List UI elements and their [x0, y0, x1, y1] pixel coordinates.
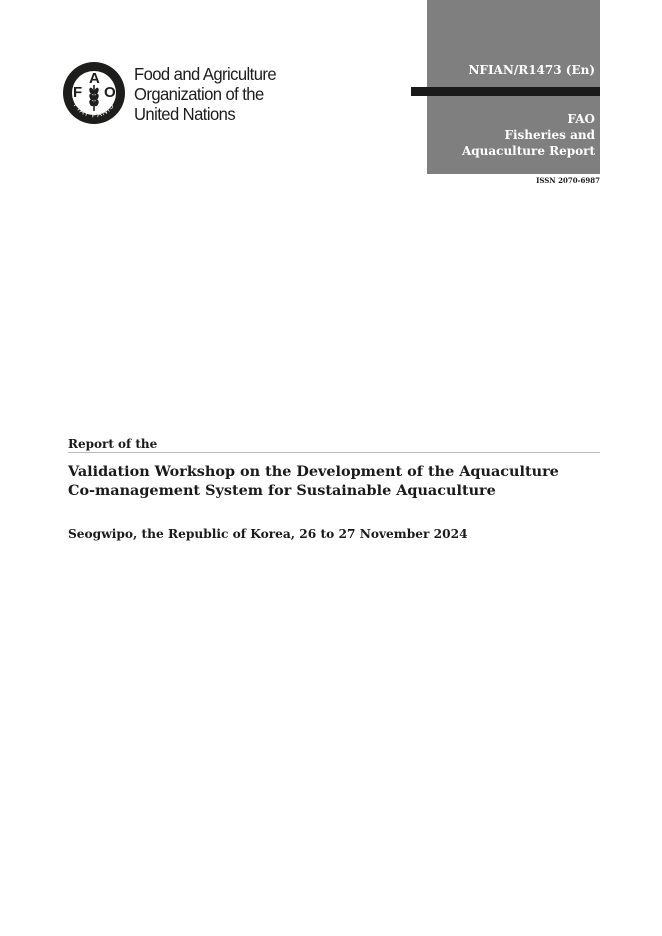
series-line: Aquaculture Report — [461, 144, 595, 158]
fao-logo — [62, 61, 284, 125]
fao-emblem-icon — [62, 61, 126, 125]
issn: ISSN 2070-6987 — [536, 176, 600, 185]
divider-bar — [411, 87, 600, 96]
organization-name-line: Organization of the — [134, 83, 264, 104]
series-panel — [427, 96, 600, 174]
organization-name — [134, 64, 276, 124]
report-code: NFIAN/R1473 (En) — [468, 63, 595, 77]
series-line: FAO — [567, 112, 595, 126]
report-code-panel — [427, 0, 600, 87]
organization-name-line: Food and Agriculture — [134, 63, 277, 84]
series-name — [462, 111, 595, 159]
report-of-label: Report of the — [68, 437, 158, 451]
location-and-date: Seogwipo, the Republic of Korea, 26 to 27 November 2024 — [68, 527, 468, 541]
report-title-line: Validation Workshop on the Development of the Aquaculture — [68, 463, 559, 480]
logo-letter-f: F — [73, 84, 83, 101]
report-title-line: Co-management System for Sustainable Aquaculture — [68, 482, 496, 499]
organization-name-line: United Nations — [134, 103, 236, 124]
logo-motto: FIAT PANIS — [71, 101, 117, 120]
logo-letter-o: O — [104, 84, 116, 101]
series-line: Fisheries and — [504, 128, 595, 142]
report-title — [68, 462, 559, 500]
title-rule — [68, 452, 600, 453]
logo-letter-a: A — [89, 70, 100, 87]
